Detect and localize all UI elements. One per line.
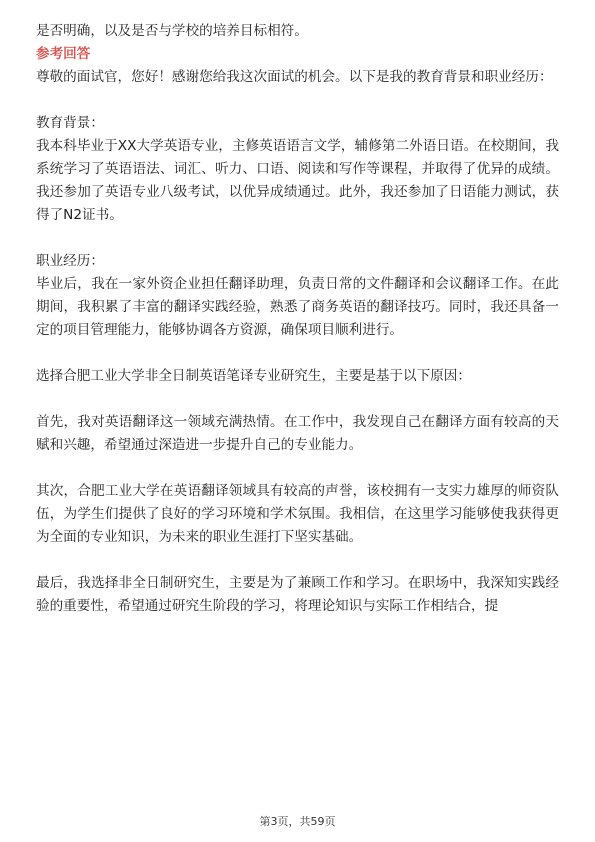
spacer [36, 457, 559, 480]
career-paragraph: 毕业后，我在一家外资企业担任翻译助理，负责日常的文件翻译和会议翻译工作。在此期间，我积累了丰富的翻译实践经验，熟悉了商务英语的翻译技巧。同时，我还具备一定的项目管理能力，能够协调各方资源，确保项目顺利进行。 [36, 276, 559, 338]
spacer [36, 89, 559, 112]
answer-heading: 参考回答 [36, 46, 91, 62]
document-page [36, 20, 559, 618]
spacer [36, 342, 559, 365]
greeting-paragraph: 尊敬的面试官，您好！感谢您给我这次面试的机会。以下是我的教育背景和职业经历： [36, 69, 553, 85]
reason-intro-paragraph: 选择合肥工业大学非全日制英语笔译专业研究生，主要是基于以下原因： [36, 368, 471, 384]
reason-first-paragraph: 首先，我对英语翻译这一领域充满热情。在工作中，我发现自己在翻译方面有较高的天赋和兴趣，希望通过深造进一步提升自己的专业能力。 [36, 414, 559, 453]
spacer [36, 549, 559, 572]
education-title: 教育背景： [36, 115, 104, 131]
intro-tail-paragraph: 是否明确，以及是否与学校的培养目标相符。 [36, 23, 308, 39]
spacer [36, 388, 559, 411]
education-paragraph: 我本科毕业于XX大学英语专业，主修英语语言文学，辅修第二外语日语。在校期间，我系统学习了英语语法、词汇、听力、口语、阅读和写作等课程，并取得了优异的成绩。我还参加了英语专业八级考试，以优异成绩通过。此外，我还参加了日语能力测试，获得了N2证书。 [36, 138, 559, 223]
reason-second-paragraph: 其次，合肥工业大学在英语翻译领域具有较高的声誉，该校拥有一支实力雄厚的师资队伍，为学生们提供了良好的学习环境和学术氛围。我相信，在这里学习能够使我获得更为全面的专业知识，为未来的职业生涯打下坚实基础。 [36, 483, 559, 545]
career-title: 职业经历： [36, 253, 104, 269]
reason-last-paragraph: 最后，我选择非全日制研究生，主要是为了兼顾工作和学习。在职场中，我深知实践经验的重要性，希望通过研究生阶段的学习，将理论知识与实际工作相结合，提 [36, 575, 559, 614]
page-number-footer: 第3页，共59页 [259, 815, 336, 828]
spacer [36, 227, 559, 250]
